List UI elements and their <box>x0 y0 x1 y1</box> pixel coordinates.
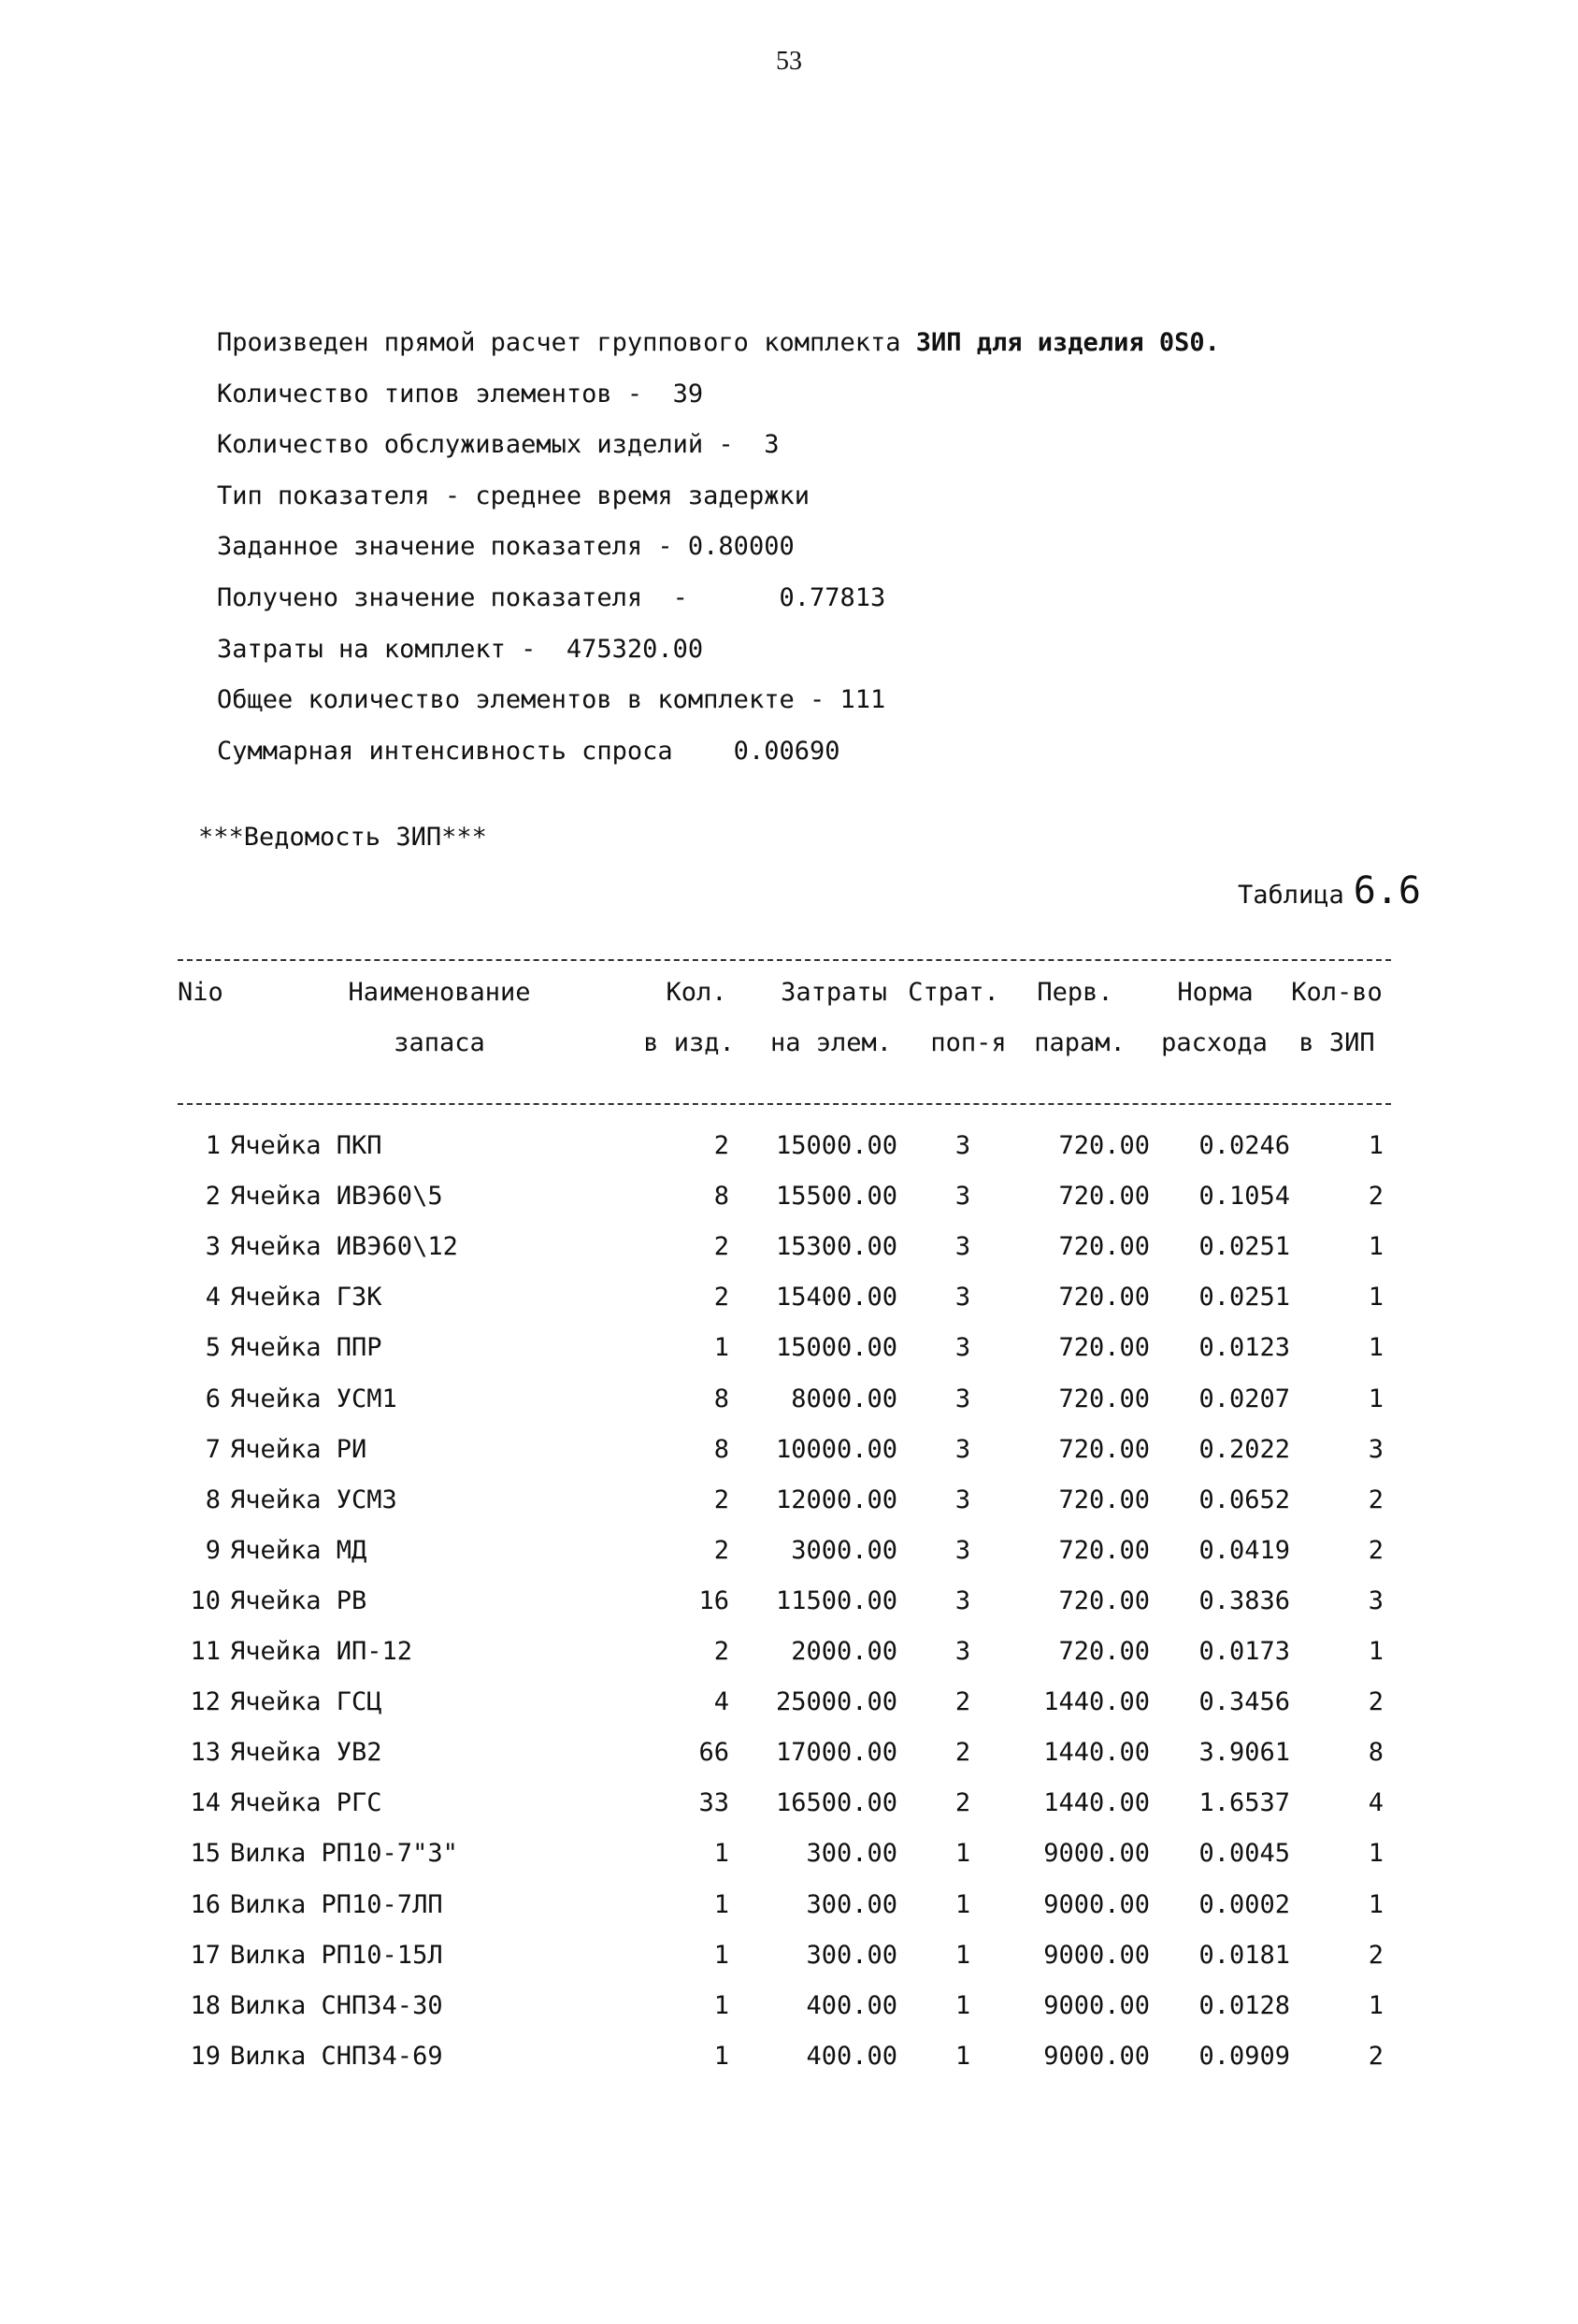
row-qty: 1 <box>713 1333 729 1362</box>
row-cost: 400.00 <box>806 2042 897 2071</box>
row-norm: 0.0045 <box>1198 1839 1290 1868</box>
row-item-name: Ячейка ИВЭ60\5 <box>230 1182 443 1211</box>
row-cost: 25000.00 <box>775 1687 897 1716</box>
row-qty: 1 <box>713 1890 729 1919</box>
row-index: 11 <box>190 1637 221 1666</box>
row-qty: 8 <box>713 1435 729 1464</box>
row-item-name: Ячейка РГС <box>230 1788 382 1817</box>
header-qty-sub: в изд. <box>643 1028 735 1057</box>
row-norm: 0.0207 <box>1198 1384 1290 1413</box>
row-cost: 17000.00 <box>775 1738 897 1767</box>
row-item-name: Вилка РП10-7ЛП <box>230 1890 443 1919</box>
row-zip-qty: 8 <box>1368 1738 1384 1767</box>
header-zip-qty: Кол-во <box>1291 978 1383 1007</box>
summary-indicator-type: Тип показателя - среднее время задержки <box>217 481 810 510</box>
row-item-name: Вилка РП10-15Л <box>230 1941 443 1970</box>
row-norm: 0.0909 <box>1198 2042 1290 2071</box>
row-zip-qty: 3 <box>1368 1435 1384 1464</box>
row-zip-qty: 3 <box>1368 1586 1384 1615</box>
row-item-name: Ячейка УСМ3 <box>230 1485 397 1514</box>
row-strategy: 2 <box>954 1738 971 1767</box>
row-cost: 2000.00 <box>791 1637 897 1666</box>
row-zip-qty: 1 <box>1368 1991 1384 2020</box>
header-norm-sub: расхода <box>1161 1028 1268 1057</box>
row-qty: 2 <box>713 1232 729 1261</box>
row-qty: 4 <box>713 1687 729 1716</box>
summary-line-1b: ЗИП для изделия 0S0. <box>915 328 1220 357</box>
summary-element-types: Количество типов элементов - 39 <box>217 379 704 409</box>
row-item-name: Ячейка ИП-12 <box>230 1637 413 1666</box>
row-strategy: 3 <box>954 1182 971 1211</box>
row-strategy: 3 <box>954 1485 971 1514</box>
row-param: 1440.00 <box>1043 1687 1150 1716</box>
row-index: 17 <box>190 1941 221 1970</box>
table-header-rule <box>178 1103 1391 1105</box>
header-param-sub: парам. <box>1034 1028 1126 1057</box>
header-param: Перв. <box>1037 978 1113 1007</box>
summary-demand-intensity: Суммарная интенсивность спроса 0.00690 <box>217 736 840 766</box>
header-strategy-sub: поп-я <box>930 1028 1007 1057</box>
row-strategy: 3 <box>954 1536 971 1565</box>
row-item-name: Вилка СНП34-30 <box>230 1991 443 2020</box>
row-item-name: Ячейка ПКП <box>230 1131 382 1160</box>
row-item-name: Ячейка РИ <box>230 1435 367 1464</box>
row-param: 720.00 <box>1058 1283 1150 1312</box>
row-qty: 2 <box>713 1131 729 1160</box>
row-norm: 0.0173 <box>1198 1637 1290 1666</box>
row-item-name: Ячейка МД <box>230 1536 367 1565</box>
header-norm: Норма <box>1177 978 1254 1007</box>
row-qty: 8 <box>713 1182 729 1211</box>
row-strategy: 3 <box>954 1435 971 1464</box>
row-norm: 0.0123 <box>1198 1333 1290 1362</box>
row-item-name: Ячейка ГЗК <box>230 1283 382 1312</box>
row-norm: 0.0181 <box>1198 1941 1290 1970</box>
row-strategy: 1 <box>954 2042 971 2071</box>
row-param: 720.00 <box>1058 1182 1150 1211</box>
row-param: 720.00 <box>1058 1485 1150 1514</box>
row-cost: 11500.00 <box>775 1586 897 1615</box>
row-cost: 3000.00 <box>791 1536 897 1565</box>
row-qty: 16 <box>698 1586 729 1615</box>
row-strategy: 3 <box>954 1232 971 1261</box>
summary-kit-cost: Затраты на комплект - 475320.00 <box>217 634 704 664</box>
header-cost: Затраты <box>781 978 887 1007</box>
row-zip-qty: 1 <box>1368 1232 1384 1261</box>
row-zip-qty: 1 <box>1368 1839 1384 1868</box>
row-item-name: Ячейка УВ2 <box>230 1738 382 1767</box>
row-index: 9 <box>205 1536 221 1565</box>
row-param: 720.00 <box>1058 1384 1150 1413</box>
row-cost: 16500.00 <box>775 1788 897 1817</box>
row-cost: 300.00 <box>806 1890 897 1919</box>
row-index: 19 <box>190 2042 221 2071</box>
row-index: 7 <box>205 1435 221 1464</box>
page-number: 53 <box>776 47 802 76</box>
row-item-name: Ячейка УСМ1 <box>230 1384 397 1413</box>
row-qty: 1 <box>713 1991 729 2020</box>
row-param: 9000.00 <box>1043 2042 1150 2071</box>
header-name-sub: запаса <box>394 1028 485 1057</box>
row-cost: 15000.00 <box>775 1333 897 1362</box>
row-index: 1 <box>205 1131 221 1160</box>
summary-serviced-items: Количество обслуживаемых изделий - 3 <box>217 430 780 460</box>
row-cost: 300.00 <box>806 1941 897 1970</box>
row-item-name: Вилка РП10-7"3" <box>230 1839 458 1868</box>
row-strategy: 2 <box>954 1788 971 1817</box>
row-param: 9000.00 <box>1043 1839 1150 1868</box>
row-norm: 0.3836 <box>1198 1586 1290 1615</box>
row-norm: 3.9061 <box>1198 1738 1290 1767</box>
row-index: 4 <box>205 1283 221 1312</box>
row-param: 720.00 <box>1058 1435 1150 1464</box>
row-zip-qty: 1 <box>1368 1333 1384 1362</box>
row-index: 16 <box>190 1890 221 1919</box>
row-cost: 15500.00 <box>775 1182 897 1211</box>
row-cost: 15400.00 <box>775 1283 897 1312</box>
row-qty: 1 <box>713 2042 729 2071</box>
row-qty: 2 <box>713 1536 729 1565</box>
row-zip-qty: 2 <box>1368 1941 1384 1970</box>
header-strategy: Страт. <box>908 978 999 1007</box>
row-norm: 1.6537 <box>1198 1788 1290 1817</box>
row-zip-qty: 1 <box>1368 1283 1384 1312</box>
row-param: 9000.00 <box>1043 1991 1150 2020</box>
header-nio: Nio <box>178 978 223 1007</box>
row-param: 720.00 <box>1058 1586 1150 1615</box>
row-strategy: 3 <box>954 1384 971 1413</box>
row-item-name: Вилка СНП34-69 <box>230 2042 443 2071</box>
calculation-summary <box>217 318 1220 777</box>
row-strategy: 1 <box>954 1991 971 2020</box>
row-cost: 8000.00 <box>791 1384 897 1413</box>
row-param: 720.00 <box>1058 1131 1150 1160</box>
row-strategy: 1 <box>954 1839 971 1868</box>
table-caption-number: 6.6 <box>1353 869 1421 912</box>
row-index: 6 <box>205 1384 221 1413</box>
row-norm: 0.0128 <box>1198 1991 1290 2020</box>
header-qty: Кол. <box>666 978 727 1007</box>
row-qty: 1 <box>713 1941 729 1970</box>
row-cost: 400.00 <box>806 1991 897 2020</box>
row-strategy: 2 <box>954 1687 971 1716</box>
row-qty: 8 <box>713 1384 729 1413</box>
row-index: 10 <box>190 1586 221 1615</box>
row-zip-qty: 2 <box>1368 1536 1384 1565</box>
row-norm: 0.0246 <box>1198 1131 1290 1160</box>
row-qty: 2 <box>713 1283 729 1312</box>
row-item-name: Ячейка ИВЭ60\12 <box>230 1232 458 1261</box>
vedomost-title: ***Ведомость ЗИП*** <box>198 823 487 852</box>
row-qty: 33 <box>698 1788 729 1817</box>
row-qty: 66 <box>698 1738 729 1767</box>
row-index: 13 <box>190 1738 221 1767</box>
summary-obtained-value: Получено значение показателя - 0.77813 <box>217 582 886 612</box>
table-top-rule <box>178 959 1391 961</box>
header-zip-qty-sub: в ЗИП <box>1298 1028 1375 1057</box>
row-item-name: Ячейка ППР <box>230 1333 382 1362</box>
row-qty: 1 <box>713 1839 729 1868</box>
row-index: 8 <box>205 1485 221 1514</box>
row-item-name: Ячейка РВ <box>230 1586 367 1615</box>
row-norm: 0.0002 <box>1198 1890 1290 1919</box>
summary-line-1 <box>217 318 1220 369</box>
row-cost: 300.00 <box>806 1839 897 1868</box>
row-zip-qty: 1 <box>1368 1637 1384 1666</box>
row-strategy: 1 <box>954 1941 971 1970</box>
row-zip-qty: 1 <box>1368 1890 1384 1919</box>
row-param: 720.00 <box>1058 1232 1150 1261</box>
header-cost-sub: на элем. <box>769 1028 893 1057</box>
row-norm: 0.1054 <box>1198 1182 1290 1211</box>
row-zip-qty: 2 <box>1368 2042 1384 2071</box>
row-param: 1440.00 <box>1043 1738 1150 1767</box>
row-zip-qty: 2 <box>1368 1182 1384 1211</box>
table-caption <box>1238 869 1421 912</box>
row-strategy: 3 <box>954 1283 971 1312</box>
row-zip-qty: 1 <box>1368 1384 1384 1413</box>
row-norm: 0.2022 <box>1198 1435 1290 1464</box>
row-param: 9000.00 <box>1043 1890 1150 1919</box>
row-qty: 2 <box>713 1485 729 1514</box>
row-zip-qty: 2 <box>1368 1485 1384 1514</box>
row-index: 18 <box>190 1991 221 2020</box>
row-cost: 12000.00 <box>775 1485 897 1514</box>
row-param: 1440.00 <box>1043 1788 1150 1817</box>
row-strategy: 3 <box>954 1131 971 1160</box>
row-norm: 0.0251 <box>1198 1283 1290 1312</box>
row-zip-qty: 2 <box>1368 1687 1384 1716</box>
row-norm: 0.0251 <box>1198 1232 1290 1261</box>
row-index: 14 <box>190 1788 221 1817</box>
row-param: 720.00 <box>1058 1637 1150 1666</box>
row-cost: 15300.00 <box>775 1232 897 1261</box>
summary-target-value: Заданное значение показателя - 0.80000 <box>217 532 795 562</box>
row-strategy: 3 <box>954 1586 971 1615</box>
row-strategy: 3 <box>954 1333 971 1362</box>
row-index: 3 <box>205 1232 221 1261</box>
row-index: 2 <box>205 1182 221 1211</box>
row-zip-qty: 1 <box>1368 1131 1384 1160</box>
row-strategy: 1 <box>954 1890 971 1919</box>
row-item-name: Ячейка ГСЦ <box>230 1687 382 1716</box>
row-norm: 0.0652 <box>1198 1485 1290 1514</box>
row-index: 12 <box>190 1687 221 1716</box>
row-index: 15 <box>190 1839 221 1868</box>
row-norm: 0.0419 <box>1198 1536 1290 1565</box>
row-cost: 10000.00 <box>775 1435 897 1464</box>
row-param: 720.00 <box>1058 1333 1150 1362</box>
row-norm: 0.3456 <box>1198 1687 1290 1716</box>
table-caption-label: Таблица <box>1237 881 1344 910</box>
row-cost: 15000.00 <box>775 1131 897 1160</box>
summary-line-1a: Произведен прямой расчет группового комплекта <box>217 328 916 357</box>
summary-total-elements: Общее количество элементов в комплекте - 111 <box>217 685 886 715</box>
header-name: Наименование <box>348 978 531 1007</box>
row-strategy: 3 <box>954 1637 971 1666</box>
row-param: 720.00 <box>1058 1536 1150 1565</box>
row-qty: 2 <box>713 1637 729 1666</box>
row-index: 5 <box>205 1333 221 1362</box>
row-param: 9000.00 <box>1043 1941 1150 1970</box>
row-zip-qty: 4 <box>1368 1788 1384 1817</box>
